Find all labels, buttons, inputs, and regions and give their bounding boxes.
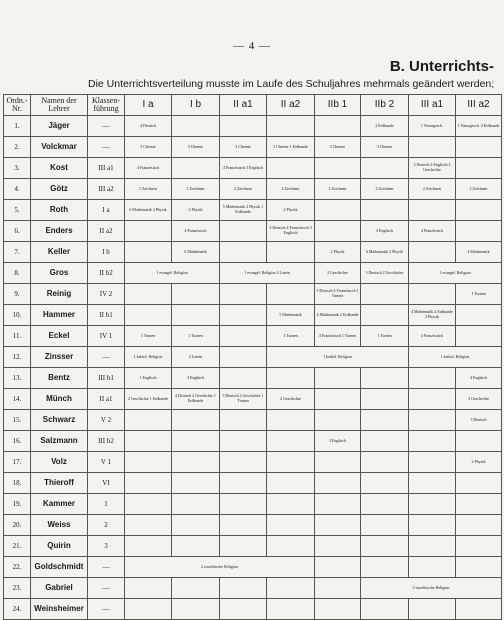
lesson-cell: 2 Erdkunde <box>361 116 409 137</box>
lesson-cell: 4 Französisch <box>409 326 456 347</box>
lesson-cell: 2 Zeichnen <box>267 179 315 200</box>
lesson-cell: 1 Naturgesch. <box>409 116 456 137</box>
teacher-name: Hammer <box>31 305 88 326</box>
col-header-name: Namen der Lehrer <box>31 95 88 116</box>
lesson-cell <box>409 431 456 452</box>
lesson-cell <box>267 578 315 599</box>
class-leadership: I a <box>88 200 125 221</box>
class-leadership: II a1 <box>88 389 125 410</box>
page-number: — 4 — <box>233 40 271 52</box>
row-number: 1. <box>4 116 31 137</box>
lesson-cell <box>267 242 315 263</box>
class-leadership: II b2 <box>88 263 125 284</box>
lesson-cell <box>315 578 361 599</box>
lesson-cell <box>125 578 172 599</box>
lesson-cell: 2 Zeichnen <box>361 179 409 200</box>
lesson-cell <box>361 158 409 179</box>
lesson-cell <box>267 116 315 137</box>
lesson-cell <box>456 494 502 515</box>
header-row <box>4 95 502 116</box>
lesson-cell: 3 Deutsch 2 Geschichte 1 Turnen <box>220 389 267 410</box>
class-leadership: III b2 <box>88 431 125 452</box>
lesson-cell <box>267 536 315 557</box>
lesson-cell: 1 Zeichnen <box>172 179 220 200</box>
row-number: 9. <box>4 284 31 305</box>
lesson-cell: 4 Englisch <box>456 368 502 389</box>
col-header-class: III a2 <box>456 95 502 116</box>
teacher-name: Gros <box>31 263 88 284</box>
lesson-cell <box>220 494 267 515</box>
col-header-klasse: Klassen-führung <box>88 95 125 116</box>
class-leadership: III b1 <box>88 368 125 389</box>
lesson-cell <box>172 431 220 452</box>
class-leadership: — <box>88 599 125 620</box>
lesson-cell: 2 Zeichnen <box>409 179 456 200</box>
col-header-class: III a1 <box>409 95 456 116</box>
row-number: 5. <box>4 200 31 221</box>
row-number: 13. <box>4 368 31 389</box>
lesson-cell <box>220 578 267 599</box>
lesson-cell: 1 kathol. Religion <box>125 347 172 368</box>
teacher-name: Salzmann <box>31 431 88 452</box>
lesson-cell: 2 Zeichnen <box>315 179 361 200</box>
lesson-cell: 5 Deutsch 4 Französisch 1 Turnen <box>315 284 361 305</box>
lesson-cell <box>172 158 220 179</box>
lesson-cell: 4 Deutsch 2 Geschichte 1 Erdkunde <box>172 389 220 410</box>
lesson-cell: 2 Geschichte <box>315 263 361 284</box>
lesson-cell <box>361 452 409 473</box>
lesson-cell: 2 Physik <box>456 452 502 473</box>
table-row <box>4 599 502 620</box>
teacher-name: Enders <box>31 221 88 242</box>
teacher-name: Reinig <box>31 284 88 305</box>
lesson-cell <box>315 410 361 431</box>
lesson-cell <box>315 221 361 242</box>
table-row <box>4 494 502 515</box>
table-row <box>4 557 502 578</box>
lesson-cell: 3 Chemie <box>125 137 172 158</box>
lesson-cell <box>315 368 361 389</box>
class-leadership: VI <box>88 473 125 494</box>
row-number: 12. <box>4 347 31 368</box>
lesson-cell <box>220 473 267 494</box>
lesson-cell: 2 Physik <box>315 242 361 263</box>
teacher-name: Eckel <box>31 326 88 347</box>
lesson-cell: 4 Mathematik 2 Erdkunde <box>315 305 361 326</box>
lesson-cell <box>220 536 267 557</box>
lesson-cell <box>361 284 409 305</box>
table-row <box>4 473 502 494</box>
class-leadership: — <box>88 347 125 368</box>
lesson-cell: 2 israelitische Religion <box>361 578 502 599</box>
row-number: 6. <box>4 221 31 242</box>
table-row <box>4 263 502 284</box>
lesson-cell: 3 Deutsch <box>456 410 502 431</box>
lesson-cell <box>267 158 315 179</box>
table-row <box>4 179 502 200</box>
lesson-cell: 2 Geschichte 1 Erdkunde <box>125 389 172 410</box>
lesson-cell <box>267 494 315 515</box>
lesson-cell <box>125 494 172 515</box>
lesson-cell <box>361 557 409 578</box>
lesson-cell <box>315 116 361 137</box>
lesson-cell: 1 Zeichnen <box>125 179 172 200</box>
lesson-cell <box>361 473 409 494</box>
teacher-name: Goldschmidt <box>31 557 88 578</box>
teacher-name: Jäger <box>31 116 88 137</box>
lesson-cell <box>456 221 502 242</box>
lesson-cell <box>125 515 172 536</box>
lesson-cell <box>409 557 456 578</box>
teacher-name: Keller <box>31 242 88 263</box>
lesson-cell <box>172 473 220 494</box>
teacher-name: Weiss <box>31 515 88 536</box>
lesson-cell <box>172 284 220 305</box>
lesson-cell: 2 Latein <box>172 347 220 368</box>
lesson-cell: 4 Mathematik 2 Erdkunde 2 Physik <box>409 305 456 326</box>
lesson-cell <box>267 431 315 452</box>
lesson-cell: 3 Chemie <box>220 137 267 158</box>
lesson-cell <box>361 515 409 536</box>
lesson-cell <box>267 515 315 536</box>
lesson-cell: 3 Chemie <box>172 137 220 158</box>
teacher-name: Kost <box>31 158 88 179</box>
lesson-cell <box>267 368 315 389</box>
lesson-cell <box>172 452 220 473</box>
class-leadership: V 1 <box>88 452 125 473</box>
lesson-cell <box>220 305 267 326</box>
lesson-cell <box>267 410 315 431</box>
lesson-cell <box>172 410 220 431</box>
lesson-cell <box>361 305 409 326</box>
lesson-cell: 1 evangel. Religion 2 Latein <box>220 263 315 284</box>
row-number: 24. <box>4 599 31 620</box>
teacher-name: Bentz <box>31 368 88 389</box>
lesson-cell: 1 evangel. Religion <box>125 263 220 284</box>
lesson-cell: 6 Mathematik <box>172 242 220 263</box>
lesson-cell <box>409 599 456 620</box>
lesson-cell: 2 israelitische Religion <box>125 557 315 578</box>
class-leadership: IV 1 <box>88 326 125 347</box>
lesson-cell <box>315 599 361 620</box>
row-number: 23. <box>4 578 31 599</box>
row-number: 22. <box>4 557 31 578</box>
lesson-cell <box>361 389 409 410</box>
lesson-cell <box>172 536 220 557</box>
col-header-class: II a1 <box>220 95 267 116</box>
lesson-cell: 4 Französisch <box>125 158 172 179</box>
teacher-name: Götz <box>31 179 88 200</box>
class-leadership: — <box>88 578 125 599</box>
lesson-cell: 4 Deutsch <box>125 116 172 137</box>
table-row <box>4 515 502 536</box>
lesson-cell <box>456 158 502 179</box>
lesson-cell <box>456 305 502 326</box>
teacher-name: Kammer <box>31 494 88 515</box>
class-leadership: 2 <box>88 515 125 536</box>
lesson-cell <box>125 599 172 620</box>
col-header-class: I b <box>172 95 220 116</box>
table-row <box>4 536 502 557</box>
lesson-cell <box>172 305 220 326</box>
lesson-cell <box>361 494 409 515</box>
lesson-cell: 3 Deutsch 2 Geschichte <box>361 263 409 284</box>
row-number: 2. <box>4 137 31 158</box>
lesson-cell: 3 Chemie 1 Erdkunde <box>267 137 315 158</box>
teacher-name: Münch <box>31 389 88 410</box>
lesson-cell: 1 Turnen <box>267 326 315 347</box>
lesson-cell: 3 Chemie <box>361 137 409 158</box>
lesson-cell: 5 Mathematik <box>267 305 315 326</box>
lesson-cell <box>172 515 220 536</box>
lesson-cell: 4 Französisch <box>172 221 220 242</box>
lesson-cell <box>220 515 267 536</box>
lesson-cell <box>315 494 361 515</box>
row-number: 19. <box>4 494 31 515</box>
lesson-cell: 2 Zeichnen <box>456 179 502 200</box>
section-heading: B. Unterrichts- <box>389 58 494 75</box>
class-leadership: V 2 <box>88 410 125 431</box>
row-number: 17. <box>4 452 31 473</box>
lesson-cell <box>456 473 502 494</box>
table-body <box>4 116 502 620</box>
teacher-name: Volz <box>31 452 88 473</box>
lesson-cell <box>315 158 361 179</box>
section-subheading: Die Unterrichtsverteilung musste im Laufe des Schuljahres mehrmals geändert werden; <box>88 78 495 90</box>
lesson-cell <box>220 284 267 305</box>
lesson-cell: 3 Deutsch 4 Englisch 2 Geschichte <box>409 158 456 179</box>
table-row <box>4 137 502 158</box>
lesson-cell <box>409 536 456 557</box>
lesson-cell: 1 Turnen <box>456 284 502 305</box>
lesson-cell <box>220 116 267 137</box>
lesson-cell <box>409 242 456 263</box>
table-row <box>4 431 502 452</box>
class-leadership: I b <box>88 242 125 263</box>
lesson-cell <box>409 452 456 473</box>
lesson-cell <box>456 515 502 536</box>
row-number: 10. <box>4 305 31 326</box>
lesson-cell <box>220 452 267 473</box>
lesson-cell <box>220 368 267 389</box>
lesson-cell: 1 kathol. Religion <box>409 347 502 368</box>
lesson-cell <box>125 536 172 557</box>
teacher-name: Gabriel <box>31 578 88 599</box>
lesson-cell <box>220 410 267 431</box>
lesson-cell <box>315 200 361 221</box>
lesson-cell <box>220 242 267 263</box>
lesson-cell <box>315 389 361 410</box>
lesson-cell <box>456 557 502 578</box>
table-row <box>4 326 502 347</box>
lesson-cell <box>267 284 315 305</box>
table-row <box>4 242 502 263</box>
lesson-cell <box>315 452 361 473</box>
lesson-cell: 2 Zeichnen <box>220 179 267 200</box>
col-header-nr: Ordn.-Nr. <box>4 95 31 116</box>
teacher-name: Roth <box>31 200 88 221</box>
lesson-cell <box>125 242 172 263</box>
col-header-class: IIb 1 <box>315 95 361 116</box>
lesson-cell: 1 Naturgesch. 2 Erdkunde <box>456 116 502 137</box>
row-number: 4. <box>4 179 31 200</box>
col-header-class: I a <box>125 95 172 116</box>
lesson-cell <box>409 494 456 515</box>
lesson-cell <box>220 347 267 368</box>
row-number: 3. <box>4 158 31 179</box>
teacher-name: Schwarz <box>31 410 88 431</box>
lesson-cell <box>361 431 409 452</box>
lesson-cell: 4 Französisch <box>409 221 456 242</box>
lesson-cell <box>125 221 172 242</box>
lesson-cell <box>125 452 172 473</box>
lesson-cell <box>456 200 502 221</box>
lesson-cell <box>361 410 409 431</box>
row-number: 18. <box>4 473 31 494</box>
lesson-cell: 1 Turnen <box>361 326 409 347</box>
lesson-cell <box>172 494 220 515</box>
lesson-cell: 4 Französisch 1 Turnen <box>315 326 361 347</box>
table-row <box>4 200 502 221</box>
teaching-assignment-table <box>3 94 502 620</box>
lesson-cell <box>315 473 361 494</box>
lesson-cell <box>267 599 315 620</box>
lesson-cell <box>267 473 315 494</box>
lesson-cell <box>409 284 456 305</box>
lesson-cell: 2 Physik <box>172 200 220 221</box>
lesson-cell <box>409 389 456 410</box>
lesson-cell <box>315 515 361 536</box>
lesson-cell: 4 Französisch 3 Englisch <box>220 158 267 179</box>
lesson-cell <box>409 200 456 221</box>
lesson-cell <box>361 200 409 221</box>
lesson-cell: 1 Englisch <box>125 368 172 389</box>
table-row <box>4 158 502 179</box>
class-leadership: III a2 <box>88 179 125 200</box>
teacher-name: Weinsheimer <box>31 599 88 620</box>
class-leadership: II a2 <box>88 221 125 242</box>
lesson-cell <box>125 284 172 305</box>
lesson-cell <box>315 557 361 578</box>
lesson-cell: 2 Geschichte <box>456 389 502 410</box>
lesson-cell <box>172 599 220 620</box>
class-leadership: III a1 <box>88 158 125 179</box>
col-header-class: IIb 2 <box>361 95 409 116</box>
lesson-cell <box>456 431 502 452</box>
lesson-cell: 1 Turnen <box>125 326 172 347</box>
teacher-name: Volckmar <box>31 137 88 158</box>
lesson-cell: 6 Mathematik 2 Physik <box>125 200 172 221</box>
lesson-cell <box>409 410 456 431</box>
lesson-cell: 3 Englisch <box>315 431 361 452</box>
lesson-cell <box>267 452 315 473</box>
lesson-cell <box>172 578 220 599</box>
lesson-cell <box>409 137 456 158</box>
lesson-cell: 1 evangel. Religion <box>409 263 502 284</box>
lesson-cell: 1 Turnen <box>172 326 220 347</box>
row-number: 21. <box>4 536 31 557</box>
table-row <box>4 578 502 599</box>
lesson-cell <box>361 599 409 620</box>
lesson-cell <box>456 536 502 557</box>
lesson-cell: 1 kathol. Religion <box>267 347 409 368</box>
row-number: 7. <box>4 242 31 263</box>
lesson-cell <box>456 137 502 158</box>
lesson-cell: 2 Geschichte <box>267 389 315 410</box>
teacher-name: Zinsser <box>31 347 88 368</box>
lesson-cell <box>409 368 456 389</box>
class-leadership: 3 <box>88 536 125 557</box>
class-leadership: — <box>88 116 125 137</box>
lesson-cell <box>220 431 267 452</box>
lesson-cell <box>409 515 456 536</box>
class-leadership: 1 <box>88 494 125 515</box>
row-number: 16. <box>4 431 31 452</box>
lesson-cell <box>220 599 267 620</box>
row-number: 15. <box>4 410 31 431</box>
row-number: 20. <box>4 515 31 536</box>
table-row <box>4 221 502 242</box>
class-leadership: — <box>88 137 125 158</box>
lesson-cell <box>172 116 220 137</box>
lesson-cell <box>125 473 172 494</box>
table-row <box>4 347 502 368</box>
lesson-cell: 3 Deutsch 4 Französisch 3 Englisch <box>267 221 315 242</box>
teacher-name: Quirin <box>31 536 88 557</box>
lesson-cell: 4 Mathematik <box>456 242 502 263</box>
lesson-cell: 6 Mathematik 2 Physik <box>361 242 409 263</box>
table-row <box>4 116 502 137</box>
lesson-cell: 3 Chemie <box>315 137 361 158</box>
lesson-cell <box>125 305 172 326</box>
lesson-cell <box>361 368 409 389</box>
lesson-cell <box>220 221 267 242</box>
lesson-cell <box>125 410 172 431</box>
table-row <box>4 284 502 305</box>
teacher-name: Thieroff <box>31 473 88 494</box>
table-row <box>4 305 502 326</box>
lesson-cell: 3 Englisch <box>172 368 220 389</box>
lesson-cell: 5 Mathematik 2 Physik 1 Erdkunde <box>220 200 267 221</box>
table-row <box>4 410 502 431</box>
row-number: 14. <box>4 389 31 410</box>
lesson-cell <box>220 326 267 347</box>
table-row <box>4 368 502 389</box>
lesson-cell <box>125 431 172 452</box>
lesson-cell <box>361 536 409 557</box>
lesson-cell <box>409 473 456 494</box>
lesson-cell <box>456 599 502 620</box>
lesson-cell: 3 Englisch <box>361 221 409 242</box>
lesson-cell: 2 Physik <box>267 200 315 221</box>
class-leadership: II b1 <box>88 305 125 326</box>
lesson-cell <box>315 536 361 557</box>
class-leadership: IV 2 <box>88 284 125 305</box>
table-row <box>4 389 502 410</box>
class-leadership: — <box>88 557 125 578</box>
row-number: 8. <box>4 263 31 284</box>
row-number: 11. <box>4 326 31 347</box>
lesson-cell <box>456 326 502 347</box>
col-header-class: II a2 <box>267 95 315 116</box>
table-row <box>4 452 502 473</box>
